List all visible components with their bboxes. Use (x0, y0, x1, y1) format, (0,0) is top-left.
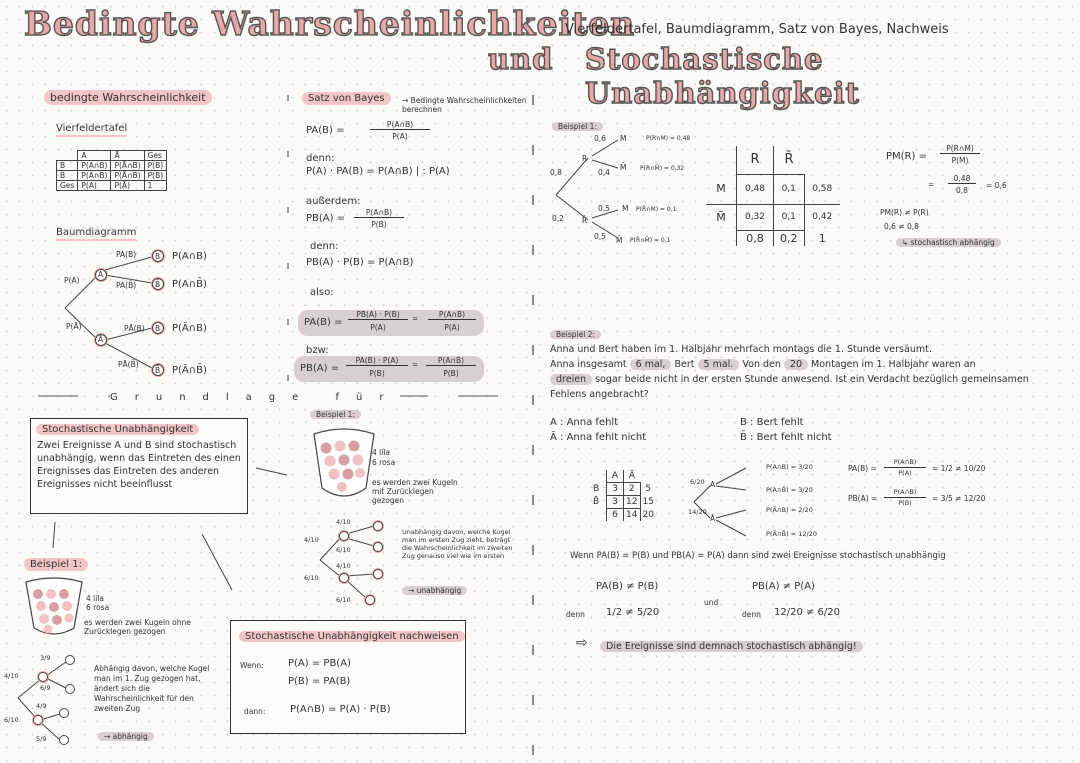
b2-tree-a: A (710, 480, 716, 489)
stoch-box (30, 418, 248, 514)
bayes-also: also: (310, 287, 334, 298)
urn1-t4: 6/9 (40, 684, 51, 692)
b2-def-bbar: B̄ : Bert fehlt nicht (740, 432, 832, 443)
nachweis-eq2: P(B) = PA(B) (288, 676, 351, 687)
b1-calc2-num: 0,48 (948, 174, 976, 184)
urn2-drawing (312, 426, 376, 502)
b1-calc1-den: P(M) (951, 156, 969, 165)
page-subtitle: Vierfeldertafel, Baumdiagramm, Satz von Bayes, Nachweis (565, 22, 949, 37)
urn1-legend2: 6 rosa (86, 603, 110, 612)
nachweis-eq1: P(A) = PB(A) (288, 658, 351, 669)
b2-tree-r3: P(Ā∩B) = 2/20 (766, 506, 813, 514)
b2-tree-abar: Ā (710, 514, 716, 523)
urn1-legend1: 4 lila (86, 594, 105, 603)
tree-result-3: P(Ā∩B) (172, 323, 207, 334)
b1-p-m2: 0,5 (598, 204, 610, 213)
table-row: B 3 2 5 (592, 483, 656, 496)
bayes-f4-num2: P(A∩B) (426, 356, 476, 366)
urn2-t4: 6/10 (336, 546, 351, 554)
tree-pabbar: PA(B̄) (116, 281, 137, 290)
b2-calc1-b: P(A) (898, 469, 912, 477)
b2-frac2: 12/20 ≠ 6/20 (774, 607, 841, 618)
nachweis-heading: Stochastische Unabhängigkeit nachweisen (239, 631, 465, 642)
bayes-f4-lhs: PB(A) = (300, 363, 340, 374)
beispiel2-tree (690, 458, 770, 544)
bayes-f1-num: P(A∩B) (370, 120, 430, 130)
b2-calc2-res: = 3/5 ≠ 12/20 (932, 494, 986, 503)
b2-text1: Anna und Bert haben im 1. Halbjahr mehrfach montags die 1. Stunde versäumt. (550, 344, 932, 355)
bedingt-heading: bedingte Wahrscheinlichkeit (44, 90, 212, 105)
urn1-heading: Beispiel 1: (24, 558, 88, 571)
page-title-line1: Bedingte Wahrscheinlichkeiten (24, 4, 636, 43)
bayes-f4-num: PA(B) · P(A) (346, 356, 408, 366)
b1-comp1: PM(R) ≠ P(R) (880, 208, 929, 217)
b1-res4: P(R̄∩M̄) = 0,1 (630, 237, 671, 244)
urn1-t2: 6/10 (4, 716, 19, 724)
b2-tree-r2: P(A∩B̄) = 3/20 (766, 486, 813, 494)
tree-node-abar: Ā (98, 335, 104, 344)
b1-r: R (582, 154, 588, 163)
b2-def-abar: Ā : Anna fehlt nicht (550, 432, 647, 443)
urn2-note: es werden zwei Kugeln mit Zurücklegen gezogen (372, 478, 458, 505)
b1-m2: M (622, 204, 629, 213)
tree-node-bbar2: B̄ (155, 366, 161, 375)
table-row: B̄ 3 12 15 (592, 496, 656, 509)
tree-pab: PA(B) (116, 250, 137, 259)
b1-calc2-den: 0,8 (956, 186, 968, 195)
table-row: Ges P(A) P(Ā) 1 (57, 181, 167, 191)
b1-p-mbar1: 0,4 (598, 168, 610, 177)
b2-tree-pabar: 14/20 (688, 508, 707, 516)
bayes-f1-lhs: PA(B) = (306, 125, 345, 136)
table-row: 6 14 20 (592, 509, 656, 522)
b2-def-b: B : Bert fehlt (740, 417, 804, 428)
tree-pa: P(A) (64, 276, 80, 285)
urn1-t5: 4/9 (36, 702, 47, 710)
bayes-f1-den: P(A) (392, 132, 408, 141)
b2-conclusion: Die Ereignisse sind demnach stochastisch abhängig! (600, 640, 863, 653)
b2-tree-pa: 6/20 (690, 478, 705, 486)
bayes-f2-num: P(A∩B) (354, 208, 404, 218)
bayes-denn-eq: P(A) · PA(B) = P(A∩B) | : P(A) (306, 166, 450, 177)
b1-calc2-res: = 0,6 (986, 181, 1007, 190)
b2-tree-r4: P(Ā∩B̄) = 12/20 (766, 530, 817, 538)
nachweis-dann: dann: (244, 707, 266, 716)
urn2-t3: 4/10 (336, 518, 351, 526)
table-row: B P(A∩B) P(Ā∩B) P(B) (57, 161, 167, 171)
b2-ineq1: PA(B) ≠ P(B) (596, 581, 659, 592)
urn2-t5: 4/10 (336, 562, 351, 570)
b2-def-a: A : Anna fehlt (550, 417, 619, 428)
table-row: 0,8 0,2 1 (706, 230, 840, 246)
urn1-drawing (24, 576, 84, 640)
page-title-line2: Stochastische Unabhängigkeit (585, 42, 860, 110)
table-row: A Ā (592, 470, 656, 483)
tree-result-1: P(A∩B) (172, 251, 207, 262)
b2-denn1: denn (566, 610, 585, 619)
b2-calc2-a: P(A∩B) (884, 488, 926, 498)
b1-res3: P(R̄∩M) = 0,1 (636, 206, 677, 213)
b1-m1: M (620, 134, 627, 143)
bayes-ausserdem: außerdem: (306, 196, 361, 207)
b1-conclusion: ↳ stochastisch abhängig (896, 238, 1001, 247)
beispiel1-tree (548, 130, 698, 250)
b1-calc1-num: P(R∩M) (940, 144, 980, 154)
b2-calc2: PB(A) = (848, 494, 878, 503)
bayes-bzw: bzw: (306, 345, 329, 356)
urn2-t2: 6/10 (304, 574, 319, 582)
urn1-t6: 5/9 (36, 735, 47, 743)
beispiel1-heading: Beispiel 1: (552, 122, 603, 131)
bayes-f3-den2: P(A) (444, 323, 460, 332)
tree-pabar-b: PĀ(B) (124, 324, 145, 333)
b1-mbar1: M̄ (620, 163, 627, 172)
bayes-f2-lhs: PB(A) = (306, 213, 346, 224)
b1-p-mbar2: 0,5 (594, 232, 606, 241)
b2-text3: dreien sogar beide nicht in der ersten Stunde anwesend. Ist ein Verdacht bezüglich gemeinsamen (550, 373, 1029, 386)
bayes-heading: Satz von Bayes (302, 92, 391, 105)
vierfelder-table (56, 150, 167, 191)
urn2-legend1: 4 lila (372, 448, 391, 457)
tree-pabar: P(Ā) (66, 322, 82, 331)
urn1-t3: 3/9 (40, 654, 51, 662)
nachweis-eq3: P(A∩B) = P(A) · P(B) (290, 704, 391, 715)
bayes-f3-num2: P(A∩B) (428, 310, 476, 320)
urn2-conclusion: → unabhängig (402, 586, 467, 595)
stoch-heading: Stochastische Unabhängigkeit (36, 424, 199, 435)
b2-denn2: denn (742, 610, 761, 619)
b2-arrow-icon: ⇨ (576, 635, 588, 651)
b1-mbar2: M̄ (616, 236, 623, 245)
b2-calc1-res: = 1/2 ≠ 10/20 (932, 464, 986, 473)
tree-result-2: P(A∩B̄) (172, 279, 207, 290)
tree-node-b2: B (155, 324, 161, 333)
bayes-denn: denn: (306, 153, 335, 164)
tree-node-a: A (98, 270, 104, 279)
tree-result-4: P(Ā∩B̄) (172, 365, 207, 376)
table-row: A Ā Ges (57, 151, 167, 161)
urn2-t6: 6/10 (336, 596, 351, 604)
b2-tree-r1: P(A∩B) = 3/20 (766, 463, 813, 471)
b2-calc1-a: P(A∩B) (884, 458, 926, 468)
b1-p-rbar: 0,2 (552, 214, 564, 223)
grundlage-text: Grundlage für (110, 392, 401, 403)
bayes-denn2-eq: PB(A) · P(B) = P(A∩B) (306, 257, 414, 268)
bayes-f2-den: P(B) (371, 220, 387, 229)
b1-res2: P(R∩M̄) = 0,32 (640, 165, 685, 172)
table-row: M̄ 0,32 0,1 0,42 (706, 204, 840, 230)
tree-pabar-bbar: PĀ(B̄) (118, 360, 139, 369)
urn1-t1: 4/10 (4, 672, 19, 680)
b2-text2: Anna insgesamt 6 mal, Bert 5 mal. Von den 20 Montagen im 1. Halbjahr waren an (550, 359, 976, 370)
b2-und: und (704, 598, 719, 607)
bayes-f3-den: P(A) (370, 323, 386, 332)
stoch-text: Zwei Ereignisse A und B sind stochastisch unabhängig, wenn das Eintreten des einen Ereignisses das Eintreten des anderen Ereignisses nicht beeinflusst (37, 440, 241, 490)
b1-calc1: PM(R) = (886, 151, 927, 162)
urn2-t1: 4/10 (304, 536, 319, 544)
table-row: R R̄ (706, 146, 840, 174)
urn2-explain: Unabhängig davon, welche Kugel man im ersten Zug zieht, beträgt die Wahrscheinlichkeit im zweiten Zug genauso viel wie im ersten (402, 528, 513, 560)
b1-calc2-eq: = (928, 180, 935, 189)
b2-calc2-b: P(B) (898, 499, 912, 507)
baum-label: Baumdiagramm (56, 226, 136, 241)
page-title-und: und (488, 42, 554, 76)
beispiel2-heading: Beispiel 2: (550, 330, 601, 339)
beispiel2-table (592, 470, 656, 521)
table-row: M 0,48 0,1 0,58 (706, 174, 840, 204)
b2-calc1: PA(B) = (848, 464, 877, 473)
b2-text4: Fehlens angebracht? (550, 389, 649, 400)
bayes-arrow-note: → Bedingte Wahrscheinlichkeiten berechnen (402, 96, 527, 114)
urn1-explain: Abhängig davon, welche Kugel man im 1. Zug gezogen hat, ändert sich die Wahrscheinlichkeit für den zweiten Zug (94, 664, 210, 713)
urn2-heading: Beispiel 1: (310, 410, 361, 419)
tree-node-b1: B (155, 252, 161, 261)
urn1-tree (14, 648, 84, 758)
bayes-f3-lhs: PA(B) = (304, 317, 343, 328)
bayes-f3-num: PB(A) · P(B) (348, 310, 408, 320)
table-row: B̄ P(A∩B̄) P(Ā∩B̄) P(B̄) (57, 171, 167, 181)
bayes-denn2: denn: (310, 241, 339, 252)
b2-frac1: 1/2 ≠ 5/20 (606, 607, 660, 618)
urn1-conclusion: → abhängig (98, 732, 154, 741)
urn2-tree (316, 516, 392, 614)
urn1-note: es werden zwei Kugeln ohne Zurücklegen gezogen (84, 618, 191, 636)
vierfelder-label: Vierfeldertafel (56, 122, 127, 137)
bayes-f4-den: P(B) (369, 369, 385, 378)
b1-p-r: 0,8 (550, 168, 562, 177)
b2-wenn-line: Wenn PA(B) = P(B) und PB(A) = P(A) dann sind zwei Ereignisse stochastisch unabhängig (570, 551, 946, 561)
beispiel1-table (706, 146, 840, 246)
tree-node-bbar1: B̄ (155, 280, 161, 289)
b1-res1: P(R∩M) = 0,48 (646, 135, 691, 142)
bayes-f4-den2: P(B) (443, 369, 459, 378)
urn2-legend2: 6 rosa (372, 458, 396, 467)
b1-rbar: R̄ (582, 216, 588, 225)
b1-p-m1: 0,6 (594, 134, 606, 143)
b1-comp2: 0,6 ≠ 0,8 (884, 222, 919, 231)
b2-ineq2: PB(A) ≠ P(A) (752, 581, 815, 592)
nachweis-wenn: Wenn: (240, 661, 264, 670)
